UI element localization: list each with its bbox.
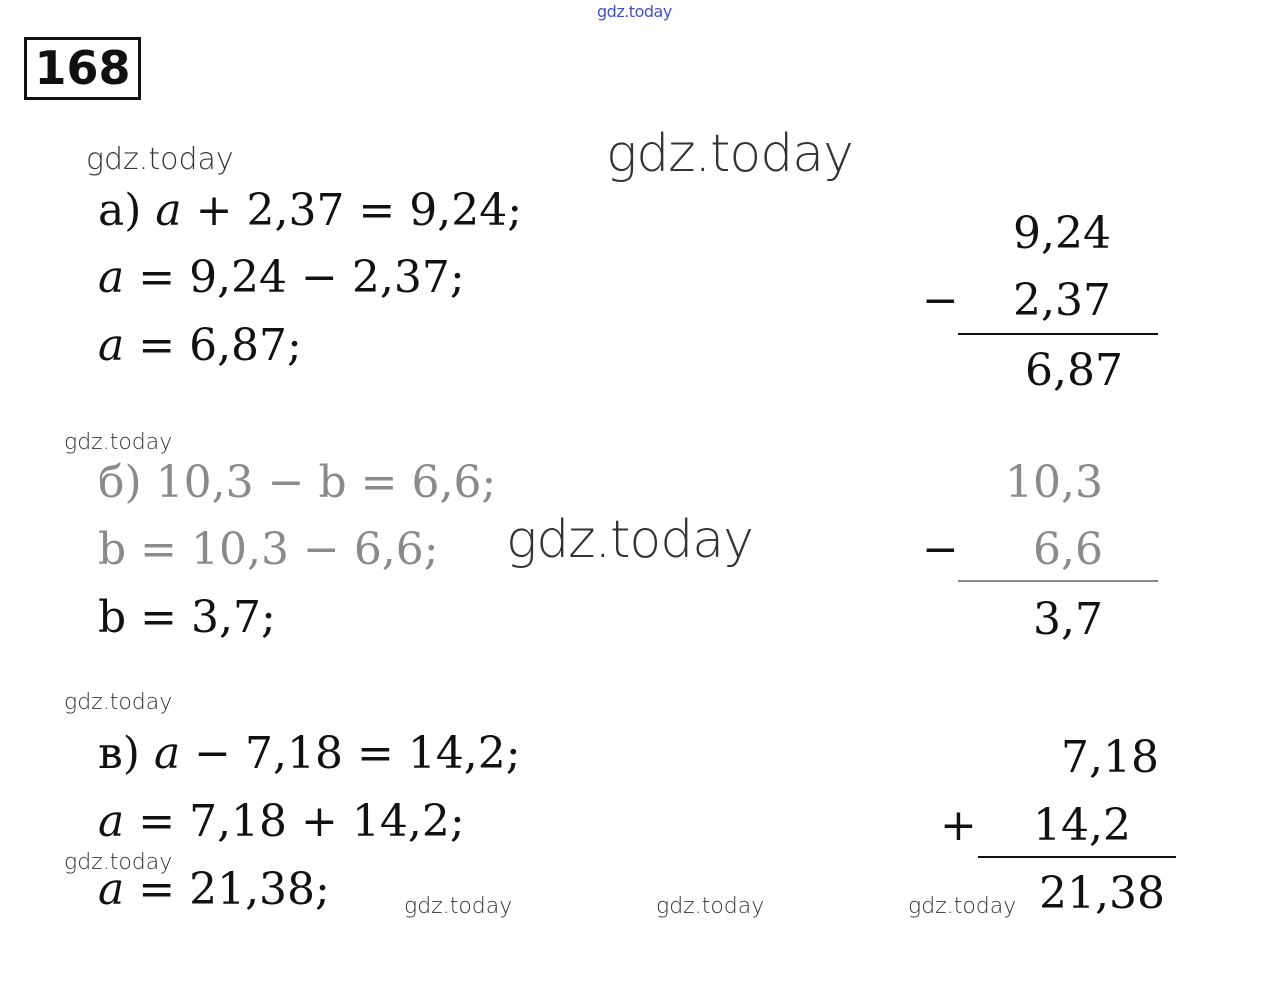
site-watermark-top: gdz.today [597, 2, 672, 21]
part-a-label: а) [98, 185, 142, 236]
variable-a: a [155, 185, 182, 236]
part-c-line-1-text: − 7,18 = 14,2; [180, 728, 521, 779]
part-c-column-second: 14,2 [1033, 800, 1131, 851]
part-a-column-operator: − [922, 275, 959, 326]
variable-a: a [98, 252, 125, 303]
part-a-line-1 [98, 183, 522, 239]
watermark: gdz.today [908, 894, 1017, 919]
variable-a: a [153, 728, 181, 779]
part-a-line-1-text: + 2,37 = 9,24; [181, 185, 523, 236]
part-c-column-top: 7,18 [1061, 732, 1159, 783]
variable-a: a [98, 796, 125, 847]
part-b-label: б) [98, 457, 142, 508]
task-number-box: 168 [24, 37, 141, 100]
part-b-column-result: 3,7 [1033, 594, 1103, 645]
part-b-line-1-text: 10,3 − b = 6,6; [141, 457, 497, 508]
part-c-label: в) [98, 728, 140, 779]
part-b-line-3: b = 3,7; [98, 592, 276, 643]
part-b-line-1 [98, 455, 496, 511]
part-c-line-2 [98, 794, 465, 850]
part-a-line-3 [98, 318, 302, 374]
part-c-column-operator: + [940, 800, 977, 851]
variable-a: a [98, 864, 125, 915]
part-c-line-3-text: = 21,38; [124, 864, 330, 915]
watermark: gdz.today [404, 894, 513, 919]
variable-a: a [98, 320, 125, 371]
part-a-line-2 [98, 250, 465, 306]
part-a-line-2-text: = 9,24 − 2,37; [124, 252, 465, 303]
watermark: gdz.today [64, 850, 173, 875]
part-b-column-rule [958, 580, 1158, 582]
part-c-column-rule [978, 856, 1176, 858]
part-c-line-2-text: = 7,18 + 14,2; [124, 796, 465, 847]
part-a-column-second: 2,37 [1013, 275, 1111, 326]
part-b-column-top: 10,3 [1005, 457, 1103, 508]
part-a-line-3-text: = 6,87; [124, 320, 302, 371]
part-a-column-rule [958, 333, 1158, 335]
watermark: gdz.today [64, 690, 173, 715]
watermark: gdz.today [506, 510, 753, 570]
watermark: gdz.today [86, 142, 234, 177]
part-b-column-second: 6,6 [1033, 524, 1103, 575]
part-b-line-2: b = 10,3 − 6,6; [98, 524, 439, 575]
part-a-column-top: 9,24 [1013, 208, 1111, 259]
part-c-line-1 [98, 726, 521, 782]
part-c-line-3 [98, 862, 330, 918]
watermark: gdz.today [656, 894, 765, 919]
part-b-column-operator: − [922, 524, 959, 575]
watermark: gdz.today [64, 430, 173, 455]
watermark: gdz.today [606, 124, 853, 184]
part-c-column-result: 21,38 [1039, 868, 1165, 919]
part-a-column-result: 6,87 [1025, 345, 1123, 396]
